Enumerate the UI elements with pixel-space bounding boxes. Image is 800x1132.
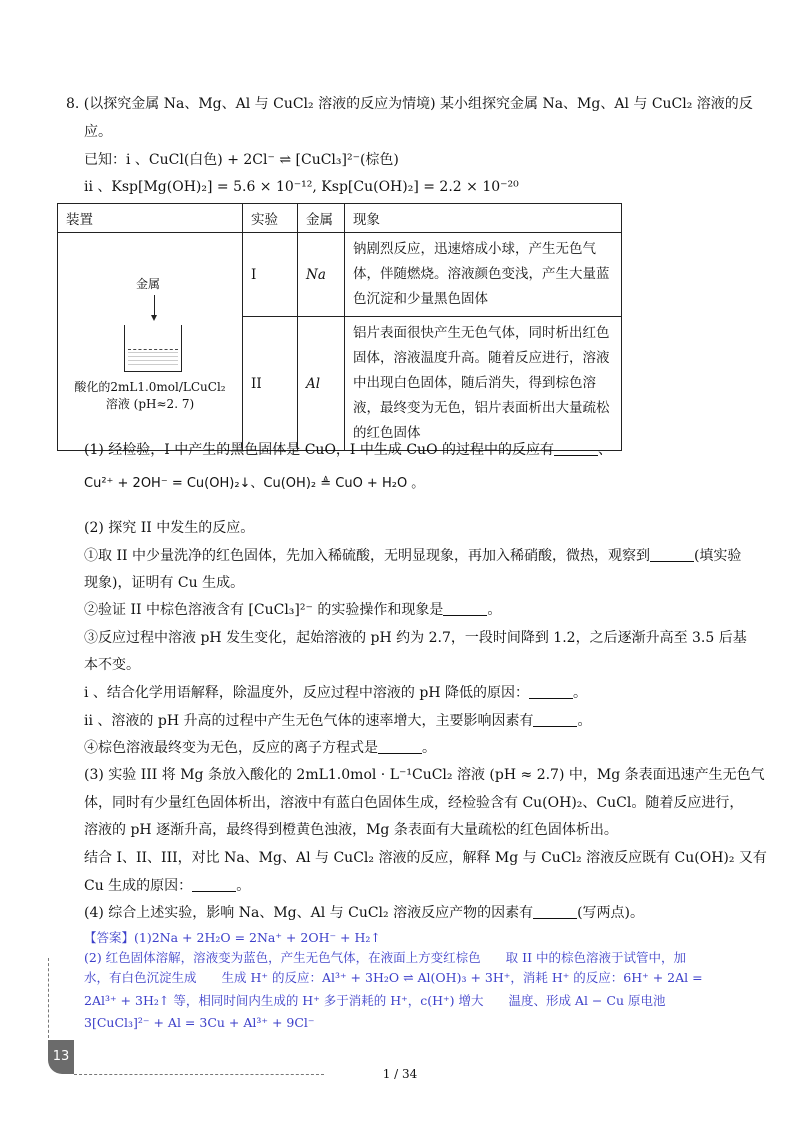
answer-blank xyxy=(533,904,577,919)
answer-blank xyxy=(533,712,577,727)
page-tab-number: 13 xyxy=(48,1040,74,1074)
part-2-1 xyxy=(84,546,741,566)
part-3-line-2: 体，同时有少量红色固体析出，溶液中有蓝白色固体生成，经检验含有 Cu(OH)₂、CuCl。随着反应进行， xyxy=(84,795,744,811)
part-2-3-ii-text: ii 、溶液的 pH 升高的过程中产生无色气体的速率增大，主要影响因素有 xyxy=(84,713,534,729)
part-3-line-1: (3) 实验 III 将 Mg 条放入酸化的 2mL1.0mol · L⁻¹CuCl₂ 溶液 (pH ≈ 2.7) 中，Mg 条表面迅速产生无色气 xyxy=(84,767,765,783)
metal-name: Al xyxy=(298,317,345,451)
part-1 xyxy=(84,440,612,460)
page-number: 1 / 34 xyxy=(382,1067,418,1081)
answer-label: 【答案】 xyxy=(84,930,135,945)
answer-text-1: (1)2Na + 2H₂O = 2Na⁺ + 2OH⁻ + H₂↑ xyxy=(134,930,381,945)
part-4-tail: (写两点)。 xyxy=(577,905,645,921)
apparatus-diagram xyxy=(66,247,234,437)
apparatus-cell xyxy=(58,233,243,451)
answer-blank xyxy=(443,601,487,616)
answer-blank xyxy=(650,547,694,562)
part-2-1-tail: (填实验 xyxy=(693,548,742,564)
part-2: (2) 探究 II 中发生的反应。 xyxy=(84,520,255,536)
beaker-icon xyxy=(124,325,182,372)
phenomenon-text: 铝片表面很快产生无色气体，同时析出红色固体，溶液温度升高。随着反应进行，溶液中出现白色固体，随后消失，得到棕色溶液，最终变为无色，铝片表面析出大量疏松的红色固体 xyxy=(345,317,622,451)
part-1-equation: Cu²⁺ + 2OH⁻ = Cu(OH)₂↓、Cu(OH)₂ ≜ CuO + H₂O 。 xyxy=(84,476,425,491)
part-2-3-ii xyxy=(84,711,591,731)
answer-blank xyxy=(554,441,598,456)
part-2-2-text: ②验证 II 中棕色溶液含有 [CuCl₃]²⁻ 的实验操作和现象是 xyxy=(84,602,444,618)
answer-line-1 xyxy=(84,928,381,948)
answer-line-2: (2) 红色固体溶解，溶液变为蓝色，产生无色气体，在液面上方变红棕色 取 II 中的棕色溶液于试管中，加 xyxy=(84,950,687,965)
apparatus-caption-line-2: 溶液 (pH≈2. 7) xyxy=(105,396,195,411)
known-info-2: ii 、Ksp[Mg(OH)₂] = 5.6 × 10⁻¹², Ksp[Cu(OH)₂] = 2.2 × 10⁻²⁰ xyxy=(84,179,519,195)
part-3-line-3: 溶液的 pH 逐渐升高，最终得到橙黄色浊液，Mg 条表面有大量疏松的红色固体析出。 xyxy=(84,822,618,838)
part-2-1-cont: 现象)，证明有 Cu 生成。 xyxy=(84,575,245,591)
phenomenon-text: 钠剧烈反应，迅速熔成小球，产生无色气体，伴随燃烧。溶液颜色变浅，产生大量蓝色沉淀和少量黑色固体 xyxy=(345,233,622,317)
part-2-1-text: ①取 II 中少量洗净的红色固体，先加入稀硫酸，无明显现象，再加入稀硝酸，微热，观察到 xyxy=(84,548,650,564)
part-4-text: (4) 综合上述实验，影响 Na、Mg、Al 与 CuCl₂ 溶液反应产物的因素有 xyxy=(84,905,534,921)
table-row xyxy=(58,233,622,317)
beaker-liquid xyxy=(128,349,178,368)
answer-line-4: 2Al³⁺ + 3H₂↑ 等，相同时间内生成的 H⁺ 多于消耗的 H⁺，c(H⁺) 增大 温度、形成 Al − Cu 原电池 xyxy=(84,993,666,1008)
question-heading-cont: 应。 xyxy=(84,124,112,140)
part-2-3-i xyxy=(84,683,587,703)
part-2-2-tail: 。 xyxy=(487,602,502,618)
known-info-1: 已知：i 、CuCl(白色) + 2Cl⁻ ⇌ [CuCl₃]²⁻(棕色) xyxy=(84,152,399,168)
part-2-2 xyxy=(84,600,501,620)
part-3-line-5 xyxy=(84,876,250,896)
answer-line-5: 3[CuCl₃]²⁻ + Al = 3Cu + Al³⁺ + 9Cl⁻ xyxy=(84,1015,315,1030)
header-phenomenon: 现象 xyxy=(345,204,622,233)
experiment-table xyxy=(57,203,622,451)
answer-blank xyxy=(529,684,573,699)
part-2-3: ③反应过程中溶液 pH 发生变化，起始溶液的 pH 约为 2.7，一段时间降到 1.2，之后逐渐升高至 3.5 后基 xyxy=(84,630,747,646)
part-2-4-text: ④棕色溶液最终变为无色，反应的离子方程式是 xyxy=(84,740,378,756)
part-4 xyxy=(84,903,644,923)
answer-blank xyxy=(378,739,422,754)
metal-name: Na xyxy=(298,233,345,317)
apparatus-caption-line-1: 酸化的2mL1.0mol/LCuCl₂ xyxy=(74,379,226,394)
part-2-3-i-tail: 。 xyxy=(573,685,587,701)
part-2-3-ii-tail: 。 xyxy=(577,713,592,729)
margin-dashed-line xyxy=(48,958,49,1038)
part-2-4 xyxy=(84,738,436,758)
part-1-tail: 、 xyxy=(598,442,613,458)
answer-line-3: 水，有白色沉淀生成 生成 H⁺ 的反应：Al³⁺ + 3H₂O ⇌ Al(OH)₃ + 3H⁺，消耗 H⁺ 的反应：6H⁺ + 2Al = xyxy=(84,970,703,985)
part-1-text: (1) 经检验，I 中产生的黑色固体是 CuO，I 中生成 CuO 的过程中的反应有 xyxy=(84,442,555,458)
apparatus-metal-label: 金属 xyxy=(136,276,161,291)
header-metal: 金属 xyxy=(298,204,345,233)
table-header-row xyxy=(58,204,622,233)
part-3-line-4: 结合 I、II、III，对比 Na、Mg、Al 与 CuCl₂ 溶液的反应，解释 Mg 与 CuCl₂ 溶液反应既有 Cu(OH)₂ 又有 xyxy=(84,850,767,866)
part-2-3-i-text: i 、结合化学用语解释，除温度外，反应过程中溶液的 pH 降低的原因： xyxy=(84,685,529,701)
header-apparatus: 装置 xyxy=(58,204,243,233)
apparatus-caption xyxy=(70,379,230,413)
part-2-3-cont: 本不变。 xyxy=(84,657,140,673)
question-heading: 8. (以探究金属 Na、Mg、Al 与 CuCl₂ 溶液的反应为情境) 某小组探究金属 Na、Mg、Al 与 CuCl₂ 溶液的反 xyxy=(66,96,753,112)
experiment-id: II xyxy=(243,317,298,451)
header-experiment: 实验 xyxy=(243,204,298,233)
arrow-down-icon xyxy=(154,295,155,317)
part-3-line-5-text: Cu 生成的原因： xyxy=(84,878,193,894)
answer-blank xyxy=(192,877,236,892)
part-3-line-5-tail: 。 xyxy=(236,878,251,894)
experiment-id: I xyxy=(243,233,298,317)
part-2-4-tail: 。 xyxy=(422,740,436,756)
